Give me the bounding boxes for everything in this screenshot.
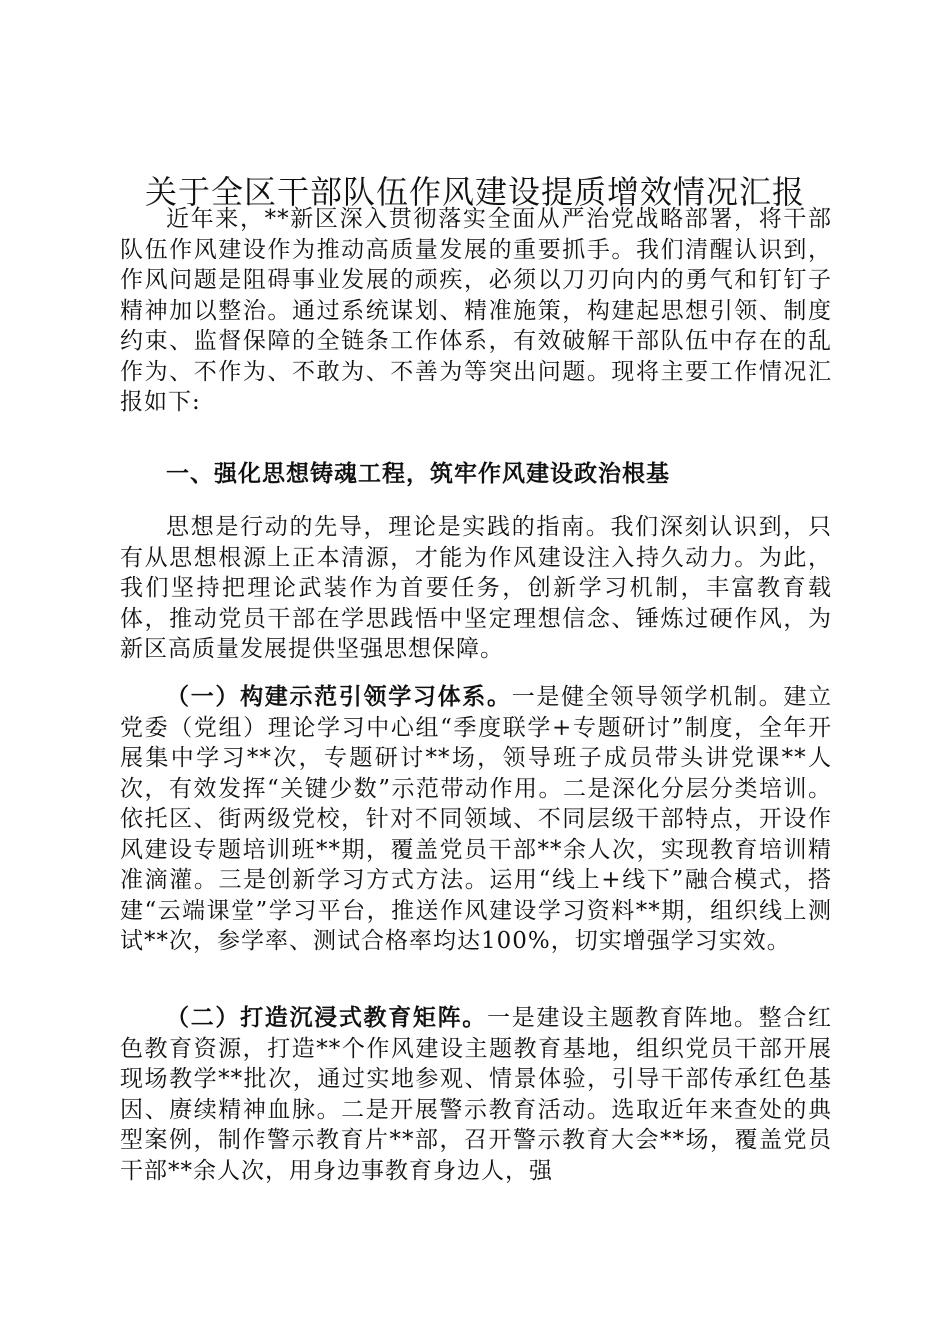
- document-title: 关于全区干部队伍作风建设提质增效情况汇报: [144, 173, 805, 211]
- subsection-heading: （一）构建示范引领学习体系。: [166, 683, 512, 710]
- intro-paragraph: 近年来，**新区深入贯彻落实全面从严治党战略部署，将干部队伍作风建设作为推动高质量发展的重要抓手。我们清醒认识到，作风问题是阻碍事业发展的顽疾，必须以刀刃向内的勇气和钉钉子精神加以整治。通过系统谋划、精准施策，构建起思想引领、制度约束、监督保障的全链条工作体系，有效破解干部队伍中存在的乱作为、不作为、不敢为、不善为等突出问题。现将主要工作情况汇报如下:: [120, 206, 832, 415]
- section-paragraph: 思想是行动的先导，理论是实践的指南。我们深刻认识到，只有从思想根源上正本清源，才能为作风建设注入持久动力。为此，我们坚持把理论武装作为首要任务，创新学习机制，丰富教育载体，推动党员干部在学思践悟中坚定理想信念、锤炼过硬作风，为新区高质量发展提供坚强思想保障。: [120, 514, 832, 662]
- subsection-heading: （二）打造沉浸式教育矩阵。: [166, 1004, 487, 1031]
- subsection-paragraph: [120, 682, 832, 957]
- subsection-text: 一是建设主题教育阵地。整合红色教育资源，打造**个作风建设主题教育基地，组织党员干部开展现场教学**批次，通过实地参观、情景体验，引导干部传承红色基因、赓续精神血脉。二是开展警示教育活动。选取近年来查处的典型案例，制作警示教育片**部，召开警示教育大会**场，覆盖党员干部**余人次，用身边事教育身边人，强: [120, 1005, 832, 1184]
- section-heading: 一、强化思想铸魂工程，筑牢作风建设政治根基: [166, 460, 670, 487]
- subsection-paragraph: [120, 1003, 832, 1186]
- subsection-text: 一是健全领导领学机制。建立党委（党组）理论学习中心组“季度联学+专题研讨”制度，全年开展集中学习**次，专题研讨**场，领导班子成员带头讲党课**人次，有效发挥“关键少数”示范带动作用。二是深化分层分类培训。依托区、街两级党校，针对不同领域、不同层级干部特点，开设作风建设专题培训班**期，覆盖党员干部**余人次，实现教育培训精准滴灌。三是创新学习方式方法。运用“线上+线下”融合模式，搭建“云端课堂”学习平台，推送作风建设学习资料**期，组织线上测试**次，参学率、测试合格率均达100%，切实增强学习实效。: [120, 684, 833, 954]
